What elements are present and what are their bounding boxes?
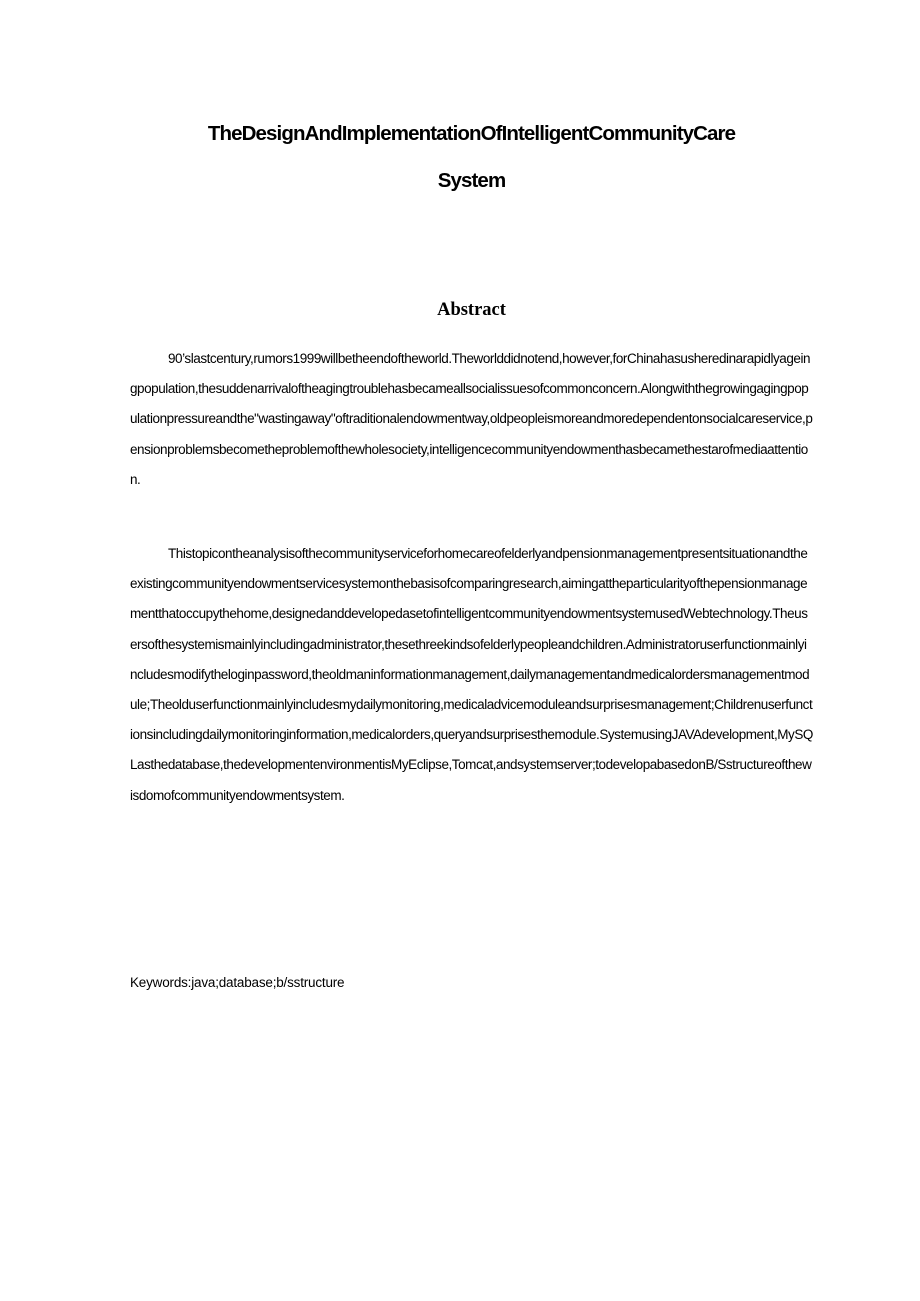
abstract-paragraph-1: 90’slastcentury,rumors1999willbetheendoftheworld.Theworlddidnotend,however,forChinahasusheredinarapidlyageingpopulation,thesuddenarrivaloftheagingtroublehasbecameallsocialissuesofcommonconcern.Alongwiththegrowingagingpopulationpressureandthe"wastingaway"oftraditionalendowmentway,oldpeopleismoreandmoredependentonsocialcareservice,pensionproblemsbecometheproblemofthewholesociety,intelligencecommunityendowmenthasbecamethestarofmediaattention. [130, 351, 813, 487]
abstract-heading: Abstract [437, 300, 506, 320]
keywords-line: Keywords:java;database;b/sstructure [130, 975, 345, 990]
document-title-line-2: System [437, 169, 506, 192]
document-title-line-1: TheDesignAndImplementationOfIntelligentCommunityCare [207, 122, 736, 145]
abstract-paragraph-2: Thistopicontheanalysisofthecommunityserviceforhomecareofelderlyandpensionmanagementpresentsituationandtheexistingcommunityendowmentservicesystemonthebasisofcomparingresearch,aimingattheparticularityofthepensionmanagementthatoccupythehome,designedanddevelopedasetofintelligentcommunityendowmentsystemusedWebtechnology.Theusersofthesystemismainlyincludingadministrator,thesethreekindsofelderlypeopleandchildren.Administratoruserfunctionmainlyincludesmodifytheloginpassword,theoldmaninformationmanagement,dailymanagementandmedicalordersmanagementmodule;Theolduserfunctionmainlyincludesmydailymonitoring,medicaladvicemoduleandsurprisesmanagement;Childrenuserfunctionsincludingdailymonitoringinformation,medicalorders,queryandsurprisesthemodule.SystemusingJAVAdevelopment,MySQLasthedatabase,thedevelopmentenvironmentisMyEclipse,Tomcat,andsystemserver;todevelopabasedonB/Sstructureofthewisdomofcommunityendowmentsystem. [130, 546, 813, 803]
